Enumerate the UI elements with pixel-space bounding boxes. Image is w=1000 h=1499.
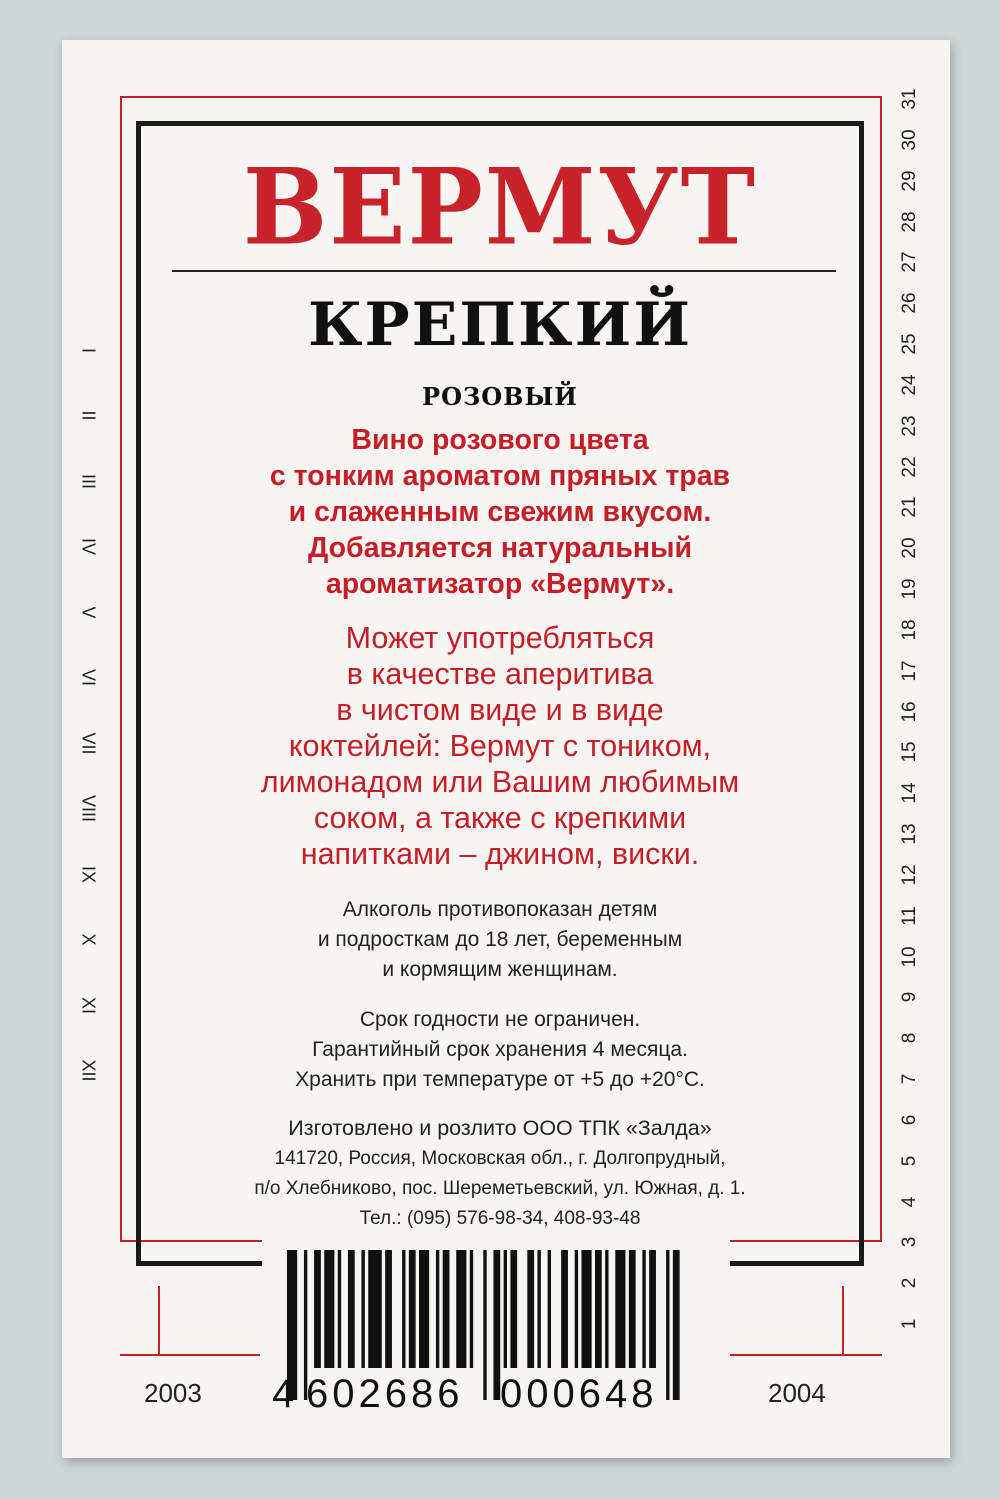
day-mark: 17 xyxy=(899,660,920,682)
barcode-bar xyxy=(368,1250,382,1368)
barcode-group-right: 000648 xyxy=(500,1372,658,1416)
storage-line: Гарантийный срок хранения 4 месяца. xyxy=(312,1038,688,1061)
barcode-first-digit: 4 xyxy=(272,1372,295,1416)
month-scale xyxy=(68,340,108,1100)
health-warning xyxy=(140,895,860,985)
frame-black-top xyxy=(136,121,864,126)
day-mark: 1 xyxy=(899,1318,920,1330)
frame-red-base-right xyxy=(730,1354,882,1356)
month-mark: IX xyxy=(78,865,99,883)
usage-line: в качестве аперитива xyxy=(346,657,654,691)
day-mark: 5 xyxy=(899,1155,920,1166)
barcode-bar xyxy=(629,1250,636,1368)
usage-line: лимонадом или Вашим любимым xyxy=(260,765,740,799)
description-line: Вино розового цвета xyxy=(351,424,649,456)
day-mark: 16 xyxy=(899,700,920,723)
month-mark: II xyxy=(78,410,99,421)
barcode-bar xyxy=(348,1250,355,1368)
barcode-bar xyxy=(605,1250,608,1368)
day-mark: 23 xyxy=(899,415,920,437)
barcode-bar xyxy=(314,1250,321,1368)
month-mark: VIII xyxy=(78,795,99,823)
description xyxy=(140,422,860,602)
barcode-bar xyxy=(385,1250,392,1368)
barcode-bar xyxy=(409,1250,416,1368)
day-mark: 21 xyxy=(899,496,920,518)
frame-red-right xyxy=(880,96,882,1242)
barcode-bar xyxy=(595,1250,602,1368)
barcode-bar xyxy=(338,1250,341,1368)
barcode-bar xyxy=(510,1250,517,1368)
day-mark: 10 xyxy=(899,945,920,968)
usage-line: в чистом виде и в виде xyxy=(336,693,664,727)
day-mark: 14 xyxy=(899,782,920,804)
barcode-bar xyxy=(615,1250,625,1368)
brand-title: ВЕРМУТ xyxy=(242,145,758,269)
warning-line: и подросткам до 18 лет, беременным xyxy=(317,928,683,951)
storage-info xyxy=(140,1005,860,1095)
maker-address-line: 141720, Россия, Московская обл., г. Долгопрудный, xyxy=(274,1148,726,1169)
barcode-bar xyxy=(642,1250,645,1368)
frame-black-bottom-left xyxy=(136,1261,262,1266)
year-left: 2003 xyxy=(144,1378,202,1408)
month-mark: IV xyxy=(78,538,99,556)
title-divider xyxy=(172,270,836,272)
month-mark: XI xyxy=(78,996,99,1014)
frame-black-bottom-right xyxy=(730,1261,864,1266)
usage-line: коктейлей: Вермут с тоником, xyxy=(288,729,712,763)
barcode-bar xyxy=(361,1250,364,1368)
usage-text xyxy=(140,620,860,872)
year-right: 2004 xyxy=(768,1378,826,1408)
day-mark: 22 xyxy=(899,455,920,478)
barcode-bar xyxy=(527,1250,534,1368)
day-mark: 28 xyxy=(899,210,920,233)
month-mark: VII xyxy=(78,732,99,755)
warning-line: и кормящим женщинам. xyxy=(382,958,618,981)
barcode-bar xyxy=(324,1250,334,1368)
day-mark: 31 xyxy=(899,88,920,110)
day-mark: 4 xyxy=(899,1196,920,1207)
barcode-bar xyxy=(402,1250,405,1368)
frame-red-inner-left xyxy=(158,1286,160,1354)
frame-red-top xyxy=(120,96,882,98)
frame-red-base-left xyxy=(120,1354,260,1356)
usage-line: напитками – джином, виски. xyxy=(300,837,700,871)
barcode-bar xyxy=(436,1250,439,1368)
description-line: ароматизатор «Вермут». xyxy=(325,568,675,600)
usage-line: Может употребляться xyxy=(345,621,655,655)
day-mark: 18 xyxy=(899,619,920,641)
barcode-bar xyxy=(666,1250,669,1400)
day-mark: 27 xyxy=(899,251,920,273)
day-mark: 29 xyxy=(899,170,920,192)
frame-red-bottom xyxy=(120,1240,262,1242)
usage-line: соком, а также с крепкими xyxy=(313,801,687,835)
day-mark: 9 xyxy=(899,992,920,1003)
day-mark: 3 xyxy=(899,1237,920,1248)
maker-address-line: п/о Хлебниково, пос. Шереметьевский, ул. Южная, д. 1. xyxy=(254,1178,746,1199)
product-variant: РОЗОВЫЙ xyxy=(422,382,578,411)
day-mark: 24 xyxy=(899,374,920,396)
day-mark: 7 xyxy=(899,1073,920,1085)
barcode-bar xyxy=(483,1250,486,1400)
month-mark: I xyxy=(78,347,99,353)
barcode-bar xyxy=(537,1250,540,1368)
day-mark: 13 xyxy=(899,823,920,845)
description-line: Добавляется натуральный xyxy=(307,532,692,564)
barcode-bar xyxy=(504,1250,507,1368)
maker-phone-line: Тел.: (095) 576-98-34, 408-93-48 xyxy=(359,1208,641,1229)
day-scale xyxy=(892,88,928,1350)
day-mark: 8 xyxy=(899,1032,920,1044)
description-line: с тонким ароматом пряных трав xyxy=(269,460,731,492)
barcode-bar xyxy=(673,1250,680,1400)
maker-line: Изготовлено и розлито ООО ТПК «Залда» xyxy=(288,1116,712,1140)
day-mark: 25 xyxy=(899,333,920,355)
warning-line: Алкоголь противопоказан детям xyxy=(342,898,658,921)
storage-line: Хранить при температуре от +5 до +20°С. xyxy=(295,1068,705,1091)
day-mark: 19 xyxy=(899,578,920,600)
day-mark: 6 xyxy=(899,1114,920,1126)
product-subtitle: КРЕПКИЙ xyxy=(307,290,693,360)
month-mark: VI xyxy=(78,669,99,687)
barcode-bar xyxy=(419,1250,429,1368)
day-mark: 20 xyxy=(899,537,920,559)
barcode-bar xyxy=(649,1250,656,1368)
barcode-bar xyxy=(575,1250,578,1368)
month-mark: V xyxy=(78,606,99,619)
frame-red-inner-right xyxy=(842,1286,844,1354)
barcode-bar xyxy=(470,1250,473,1368)
barcode-group-left: 602686 xyxy=(306,1372,464,1416)
barcode-bar xyxy=(548,1250,551,1368)
barcode-bar xyxy=(456,1250,466,1368)
storage-line: Срок годности не ограничен. xyxy=(359,1008,641,1031)
barcode-bar xyxy=(581,1250,591,1368)
month-mark: III xyxy=(78,473,99,489)
day-mark: 15 xyxy=(899,741,920,763)
manufacturer-info xyxy=(140,1113,860,1234)
day-mark: 30 xyxy=(899,129,920,151)
day-mark: 12 xyxy=(899,864,920,886)
day-mark: 26 xyxy=(899,292,920,314)
description-line: и слаженным свежим вкусом. xyxy=(288,496,712,528)
month-mark: X xyxy=(78,933,99,946)
day-mark: 2 xyxy=(899,1277,920,1289)
barcode-bar xyxy=(443,1250,450,1368)
day-mark: 11 xyxy=(899,905,920,926)
frame-red-left-full xyxy=(120,96,122,1242)
barcode-bar xyxy=(561,1250,568,1368)
month-mark: XII xyxy=(78,1059,99,1082)
